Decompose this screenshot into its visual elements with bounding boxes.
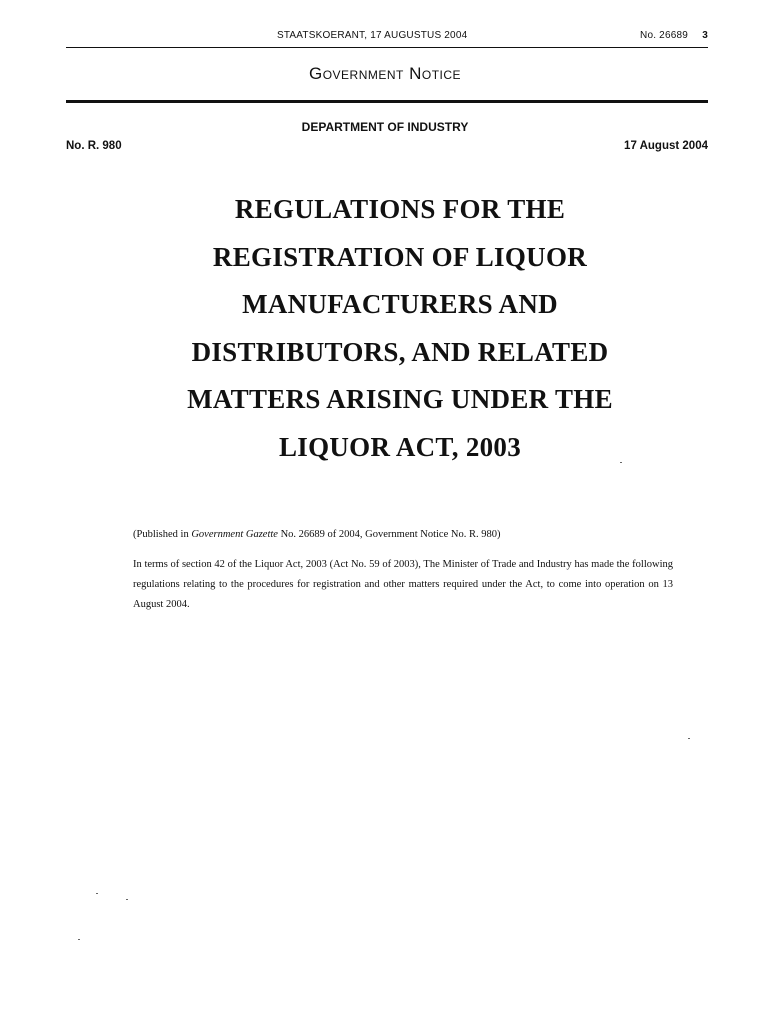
title-line: DISTRIBUTORS, AND RELATED	[191, 336, 609, 367]
publication-suffix: No. 26689 of 2004, Government Notice No. R. 980)	[277, 529, 501, 540]
regulation-title	[100, 186, 700, 471]
publication-prefix: (Published in	[133, 529, 192, 540]
scan-speck	[688, 738, 690, 739]
title-line: MANUFACTURERS AND	[242, 289, 558, 319]
intro-paragraph: In terms of section 42 of the Liquor Act, 2003 (Act No. 59 of 2003), The Minister of Trade and Industry has made the following regulations relating to the procedures for registration and other matters required under the Act, to come into operation on 13 August 2004.	[133, 559, 673, 610]
issue-number: No. 26689	[640, 30, 688, 41]
title-line: REGISTRATION OF LIQUOR	[212, 241, 588, 272]
header-divider	[66, 47, 708, 48]
gazette-name: STAATSKOERANT, 17 AUGUSTUS 2004	[277, 30, 468, 41]
scan-speck	[78, 939, 80, 940]
notice-number: No. R. 980	[66, 140, 122, 152]
scan-speck	[96, 893, 98, 894]
notice-date: 17 August 2004	[624, 140, 708, 152]
department-name: DEPARTMENT OF INDUSTRY	[301, 120, 469, 134]
gazette-title: Government Gazette	[191, 529, 278, 540]
notice-type: Government Notice	[308, 64, 462, 83]
notice-divider	[66, 100, 708, 103]
page-header	[66, 30, 708, 46]
title-line: MATTERS ARISING UNDER THE	[187, 384, 613, 414]
title-line: REGULATIONS FOR THE	[234, 194, 566, 224]
scan-speck	[620, 462, 622, 463]
publication-note	[133, 529, 500, 540]
title-line: LIQUOR ACT, 2003	[278, 431, 522, 462]
scan-speck	[126, 899, 128, 900]
page-number: 3	[702, 30, 708, 41]
